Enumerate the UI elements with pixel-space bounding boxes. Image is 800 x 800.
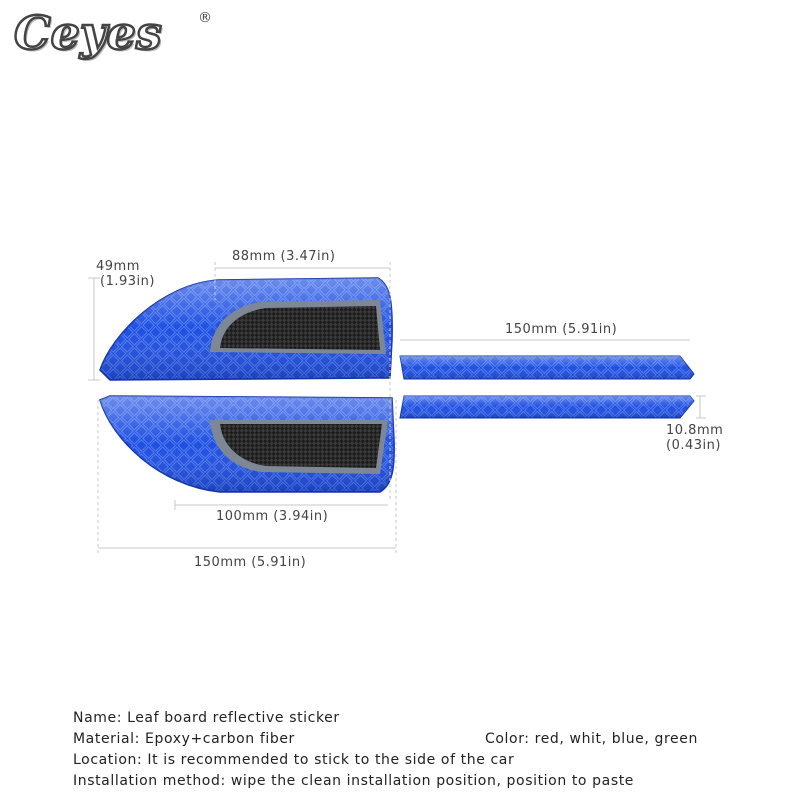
height-in-label: (1.93in)	[100, 274, 155, 289]
strip-height-in-label: (0.43in)	[666, 438, 721, 453]
top-width-label: 88mm (3.47in)	[232, 249, 336, 264]
top-leaf-sticker	[100, 278, 392, 380]
info-installation: Installation method: wipe the clean installation position, position to paste	[73, 773, 635, 789]
top-reflective-strip	[400, 356, 694, 379]
info-color: Color: red, whit, blue, green	[485, 731, 698, 747]
strip-height-mm-label: 10.8mm	[666, 423, 724, 438]
bottom-reflective-strip	[400, 396, 694, 418]
overall-width-label: 150mm (5.91in)	[194, 555, 307, 570]
info-name: Name: Leaf board reflective sticker	[73, 710, 340, 726]
info-location: Location: It is recommended to stick to the side of the car	[73, 752, 515, 768]
vent-width-label: 100mm (3.94in)	[216, 509, 329, 524]
info-material-row	[73, 729, 698, 750]
product-info	[73, 708, 698, 792]
info-material: Material: Epoxy+carbon fiber	[73, 731, 295, 747]
brand-logo-text: Ceyes	[14, 6, 162, 60]
registered-mark: ®	[198, 10, 212, 26]
strip-length-label: 150mm (5.91in)	[505, 322, 618, 337]
bottom-leaf-sticker	[100, 396, 394, 492]
height-mm-label: 49mm	[96, 259, 140, 274]
